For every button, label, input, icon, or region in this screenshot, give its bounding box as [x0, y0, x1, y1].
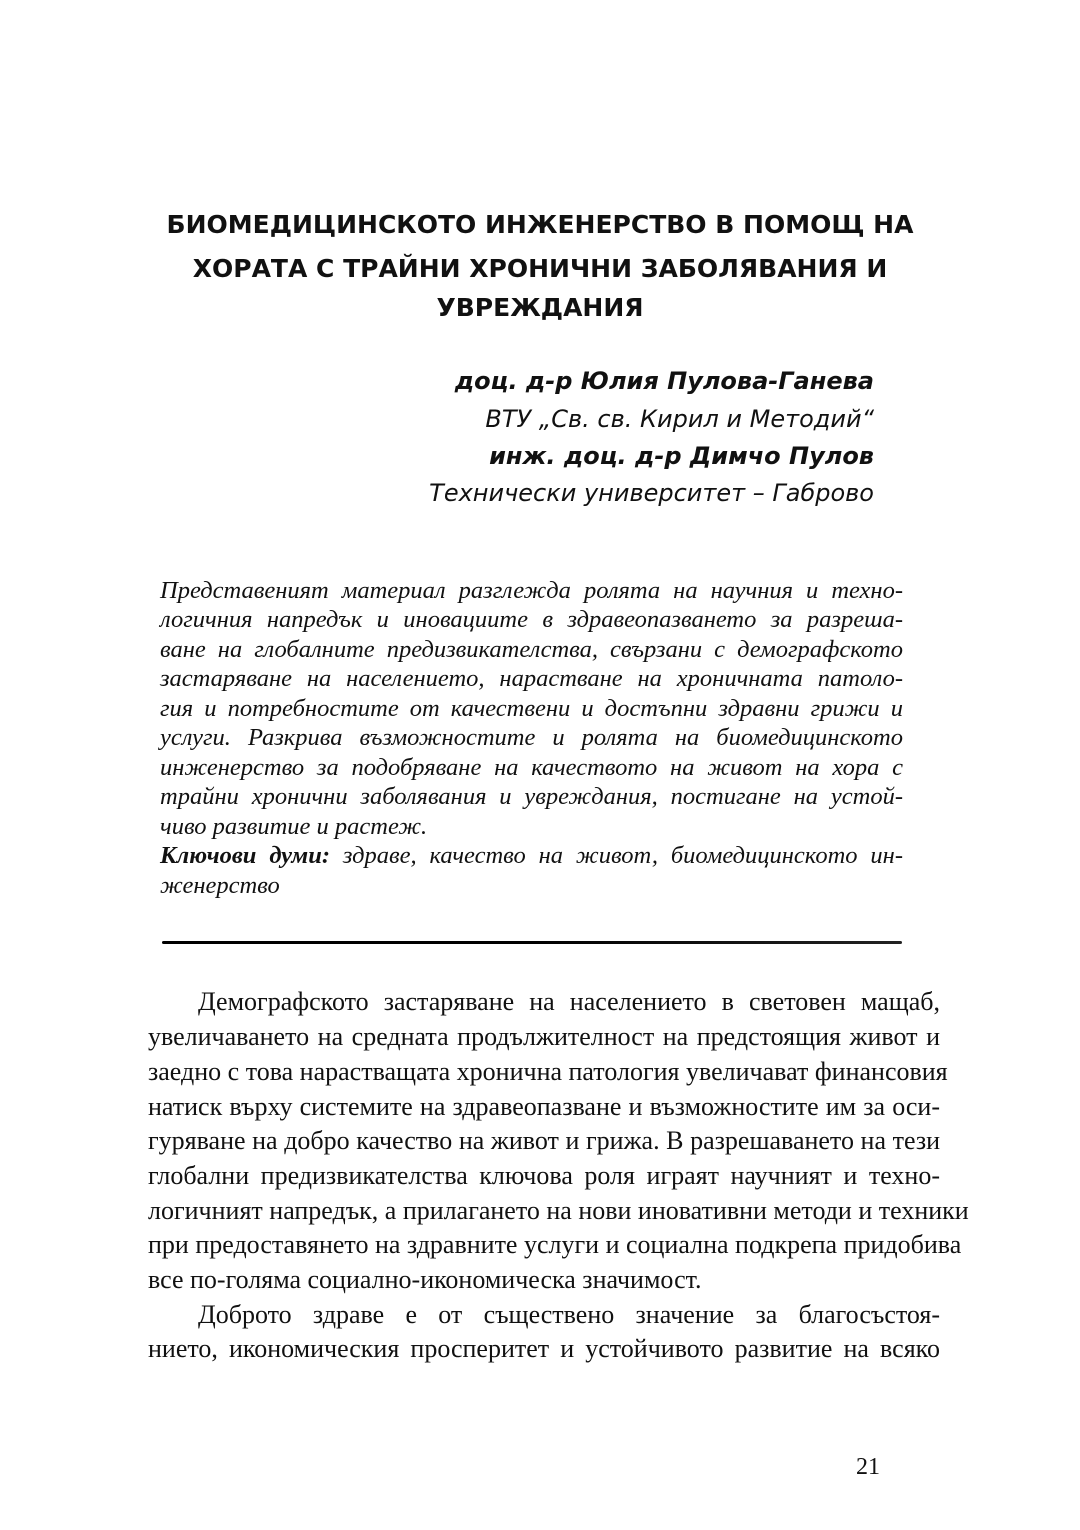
page-number: 21: [856, 1454, 880, 1480]
section-divider: [162, 941, 902, 944]
paper-title-line-2: ХОРАТА С ТРАЙНИ ХРОНИЧНИ ЗАБОЛЯВАНИЯ И: [192, 254, 888, 283]
body-line-8: при предоставянето на здравните услуги и социална подкрепа придобива: [148, 1230, 962, 1259]
body-line-2: увеличаването на средната продължителност на предстоящия живот и: [148, 1022, 940, 1051]
keywords-line-2: женерство: [160, 872, 280, 899]
keywords-text: здраве, качество на живот, биомедицинското ин-: [330, 842, 903, 869]
author-1-affiliation: ВТУ „Св. св. Кирил и Методий“: [485, 405, 874, 433]
abstract-line-6: услуги. Разкрива възможностите и ролята на биомедицинското: [160, 724, 903, 751]
abstract-line-9: чиво развитие и растеж.: [160, 813, 428, 840]
body-line-7: логичният напредък, а прилагането на нови иновативни методи и техники: [148, 1196, 969, 1225]
body-line-4: натиск върху системите на здравеопазване и възможностите им за оси-: [148, 1092, 940, 1121]
keywords-line-1: [160, 841, 903, 870]
abstract-line-5: гия и потребностите от качествени и достъпни здравни грижи и: [160, 695, 903, 722]
abstract-line-1: Представеният материал разглежда ролята на научния и техно-: [160, 577, 903, 604]
author-2-name: инж. доц. д-р Димчо Пулов: [489, 442, 874, 470]
body-line-6: глобални предизвикателства ключова роля играят научният и техно-: [148, 1161, 940, 1190]
abstract-line-4: застаряване на населението, нарастване на хроничната патоло-: [160, 665, 903, 692]
abstract-line-8: трайни хронични заболявания и увреждания, постигане на устой-: [160, 783, 903, 810]
body-line-9: все по-голяма социално-икономическа значимост.: [148, 1265, 702, 1294]
abstract-line-2: логичния напредък и иновациите в здравеопазването за разреша-: [160, 606, 903, 633]
author-2-affiliation: Технически университет – Габрово: [429, 479, 874, 507]
paper-title-line-1: БИОМЕДИЦИНСКОТО ИНЖЕНЕРСТВО В ПОМОЩ НА: [166, 210, 914, 239]
body-line-5: гуряване на добро качество на живот и грижа. В разрешаването на тези: [148, 1126, 940, 1155]
body-line-11: нието, икономическия просперитет и устойчивото развитие на всяко: [148, 1334, 940, 1363]
abstract-line-3: ване на глобалните предизвикателства, свързани с демографското: [160, 636, 903, 663]
body-line-1: Демографското застаряване на населението в световен мащаб,: [198, 987, 940, 1016]
abstract-line-7: инженерство за подобряване на качеството на живот на хора с: [160, 754, 903, 781]
author-1-name: доц. д-р Юлия Пулова-Ганева: [454, 367, 874, 395]
keywords-label: Ключови думи:: [160, 842, 330, 869]
paper-title-line-3: УВРЕЖДАНИЯ: [436, 293, 644, 322]
body-line-3: заедно с това нарастващата хронична патология увеличават финансовия: [148, 1057, 948, 1086]
body-line-10: Доброто здраве е от съществено значение за благосъстоя-: [198, 1300, 940, 1329]
